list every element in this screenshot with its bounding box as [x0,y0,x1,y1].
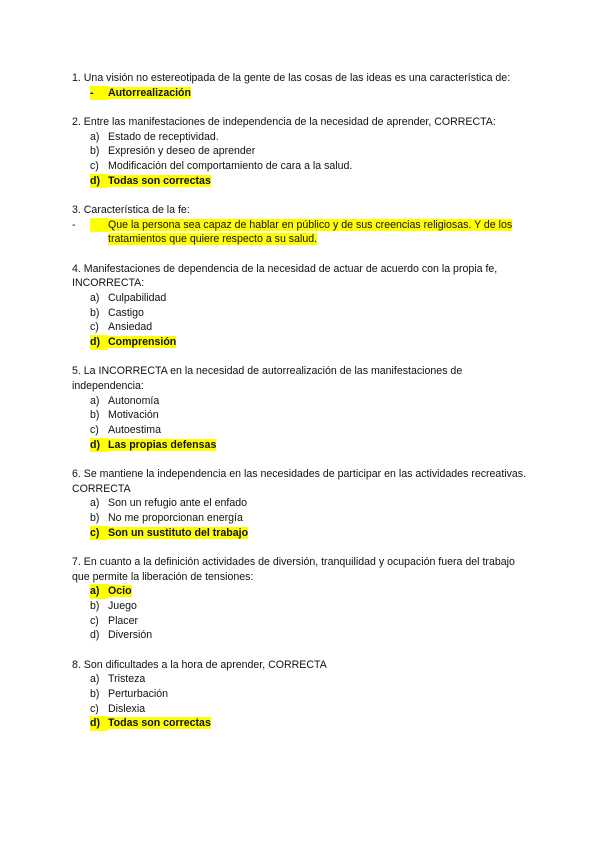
option-text: Ansiedad [108,321,153,334]
option-label: d) [90,629,100,642]
option-label: a) [90,584,108,599]
option-label: c) [90,702,99,715]
option-text: Estado de receptividad. [108,130,219,143]
document-body [72,71,532,746]
option-text: Castigo [108,306,144,319]
option-text: Son un sustituto del trabajo [108,526,249,539]
option-label: c) [90,526,108,541]
option-text: Son un refugio ante el enfado [108,497,248,510]
question-8 [72,658,532,731]
option-label: b) [90,600,100,613]
question-stem: 4. Manifestaciones de dependencia de la necesidad de actuar de acuerdo con la propia fe, INCORRECTA: [72,262,498,290]
option-label: a) [90,292,100,305]
option-text: Que la persona sea capaz de hablar en público y de sus creencias religiosas. Y de los tratamientos que quiere respecto a su salud. [108,218,513,246]
question-stem: 5. La INCORRECTA en la necesidad de autorrealización de las manifestaciones de independencia: [72,365,463,393]
question-4 [72,262,532,350]
question-stem: 1. Una visión no estereotipada de la gente de las cosas de las ideas es una característica de: [72,72,511,84]
answer-option [72,159,532,174]
option-label: c) [90,321,99,334]
option-text: Comprensión [108,336,177,349]
question-stem: 6. Se mantiene la independencia en las necesidades de participar en las actividades recreativas. CORRECTA [72,468,527,495]
option-text: Autorrealización [108,86,192,99]
answer-option [72,628,532,643]
option-label: - [90,86,108,101]
question-stem: 2. Entre las manifestaciones de independencia de la necesidad de aprender, CORRECTA: [72,116,496,128]
answer-option [72,130,532,145]
correct-answer [72,526,532,541]
option-text: Ocio [108,585,132,598]
option-text: Diversión [108,629,153,642]
answer-option [72,496,532,511]
correct-answer [72,218,532,247]
answer-option [72,702,532,717]
correct-answer [72,86,532,101]
option-text: Juego [108,600,137,613]
option-label: d) [90,174,108,189]
question-3 [72,203,532,247]
option-label: b) [90,409,100,422]
question-6 [72,467,532,540]
option-label: b) [90,688,100,701]
answer-option [72,291,532,306]
question-7 [72,555,532,643]
question-stem: 7. En cuanto a la definición actividades de diversión, tranquilidad y ocupación fuera del trabajo que permite la liberación de tensiones: [72,556,515,583]
option-label: a) [90,130,100,143]
option-label: b) [90,306,100,319]
correct-answer [72,335,532,350]
option-text: Todas son correctas [108,717,211,730]
option-text: Autoestima [108,424,161,437]
option-label: d) [90,438,108,453]
question-stem: 8. Son dificultades a la hora de aprender, CORRECTA [72,658,327,671]
correct-answer [72,174,532,189]
option-label: a) [90,673,100,686]
option-label: c) [90,160,99,173]
option-text: Motivación [108,409,159,422]
correct-answer [72,584,532,599]
question-2 [72,115,532,188]
option-text: Tristeza [108,673,146,686]
option-label: a) [90,497,100,510]
option-label: c) [90,614,99,627]
option-label: d) [90,335,108,350]
answer-option [72,306,532,321]
option-text: Perturbación [108,688,169,701]
answer-option [72,599,532,614]
option-text: Todas son correctas [108,174,211,187]
answer-option [72,423,532,438]
answer-option [72,614,532,629]
option-text: Culpabilidad [108,292,167,305]
answer-option [72,672,532,687]
answer-option [72,394,532,409]
option-text: Autonomía [108,394,160,407]
correct-answer [72,716,532,731]
option-text: Expresión y deseo de aprender [108,145,256,158]
option-text: Dislexia [108,702,146,715]
option-label: - [90,218,108,233]
question-stem: 3. Característica de la fe: [72,204,190,217]
option-label: a) [90,394,100,407]
answer-option [72,408,532,423]
option-label: b) [90,512,100,525]
option-text: Modificación del comportamiento de cara a la salud. [108,160,353,173]
question-5 [72,364,532,452]
option-label: b) [90,145,100,158]
option-label: d) [90,716,108,731]
answer-option [72,511,532,526]
option-label: c) [90,424,99,437]
answer-option [72,144,532,159]
answer-option [72,687,532,702]
question-1 [72,71,532,100]
answer-option [72,320,532,335]
option-text: Placer [108,614,139,627]
option-text: Las propias defensas [108,438,217,451]
option-text: No me proporcionan energía [108,512,243,525]
correct-answer [72,438,532,453]
